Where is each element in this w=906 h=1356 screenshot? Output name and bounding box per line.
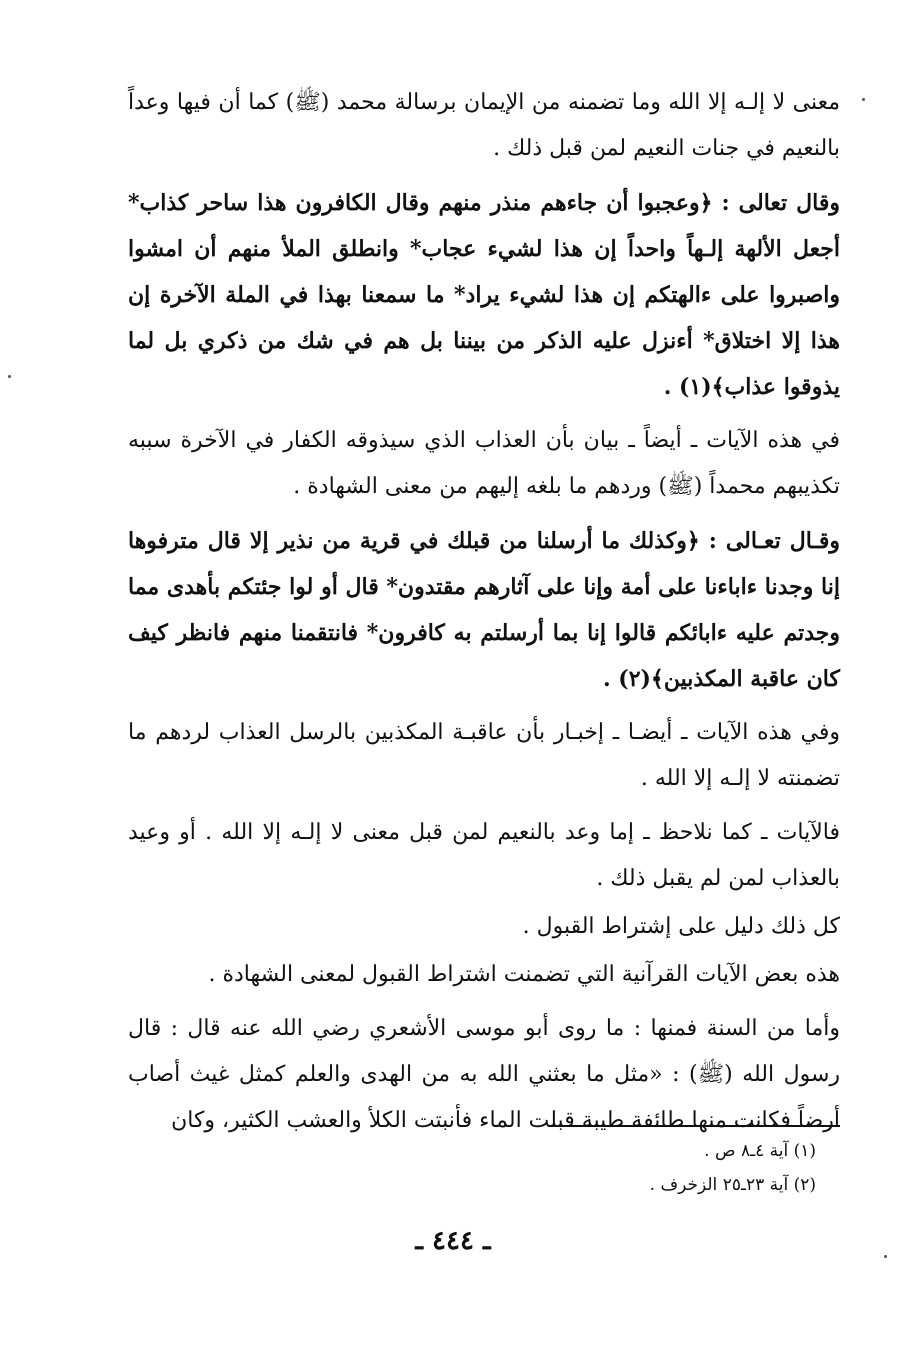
scan-speck — [862, 98, 865, 101]
footnote-divider — [550, 1125, 840, 1127]
paragraph-commentary-3: فالآيات ـ كما نلاحظ ـ إما وعد بالنعيم لمن قبل معنى لا إلـه إلا الله . أو وعيد بالعذاب لمن لم يقبل ذلك . — [128, 820, 840, 891]
scan-speck — [8, 375, 11, 378]
footnote-2: (٢) آية ٢٣ـ٢٥ الزخرف . — [649, 1175, 816, 1195]
scan-speck — [884, 1255, 887, 1258]
paragraph-commentary-1: في هذه الآيات ـ أيضاً ـ بيان بأن العذاب الذي سيذوقه الكفار في الآخرة سببه تكذيبهم محمداً (ﷺ) وردهم ما بلغه إليهم من معنى الشهادة . — [128, 428, 840, 499]
paragraph-intro: معنى لا إلـه إلا الله وما تضمنه من الإيمان برسالة محمد (ﷺ) كما أن فيها وعداً بالنعيم في جنات النعيم لمن قبل ذلك . — [128, 90, 840, 161]
footnote-1: (١) آية ٤ـ٨ ص . — [704, 1141, 816, 1161]
paragraph-summary: هذه بعض الآيات القرآنية التي تضمنت اشتراط القبول لمعنى الشهادة . — [208, 962, 840, 987]
paragraph-hadith: وأما من السنة فمنها : ما روى أبو موسى الأشعري رضي الله عنه قال : قال رسول الله (ﷺ) : «مثل ما بعثني الله به من الهدى والعلم كمثل غيث أصاب أرضاً فكانت منها طائفة طيبة قبلت الماء فأنبتت الكلأ والعشب الكثير، وكان — [128, 1016, 840, 1133]
paragraph-commentary-2: وفي هذه الآيات ـ أيضـا ـ إخبـار بأن عاقبـة المكذبين بالرسل العذاب لردهم ما تضمنته لا إلـه إلا الله . — [128, 720, 840, 791]
paragraph-quran-zukhruf: وقـال تعـالى : ﴿وكذلك ما أرسلنا من قبلك في قرية من نذير إلا قال مترفوها إنا وجدنا ءاباءنا على أمة وإنا على آثارهم مقتدون* قال أو لوا جئتكم بأهدى مما وجدتم عليه ءابائكم قالوا إنا بما أرسلتم به كافرون* فانتقمنا منهم فانظر كيف كان عاقبة المكذبين﴾(٢) . — [128, 528, 840, 692]
footnotes — [316, 1134, 816, 1202]
page-number: ـ ٤٤٤ ـ — [415, 1226, 491, 1256]
paragraph-quran-sad: وقال تعالى : ﴿وعجبوا أن جاءهم منذر منهم وقال الكافرون هذا ساحر كذاب* أجعل الألهة إلـهاً واحداً إن هذا لشيء عجاب* وانطلق الملأ منهم أن امشوا واصبروا على ءالهتكم إن هذا لشيء يراد* ما سمعنا بهذا في الملة الآخرة إن هذا إلا اختلاق* أءنزل عليه الذكر من بيننا بل هم في شك من ذكري بل لما يذوقوا عذاب﴾(١) . — [128, 190, 840, 400]
paragraph-conclusion: كل ذلك دليل على إشتراط القبول . — [522, 914, 840, 939]
page-body — [128, 80, 840, 1152]
